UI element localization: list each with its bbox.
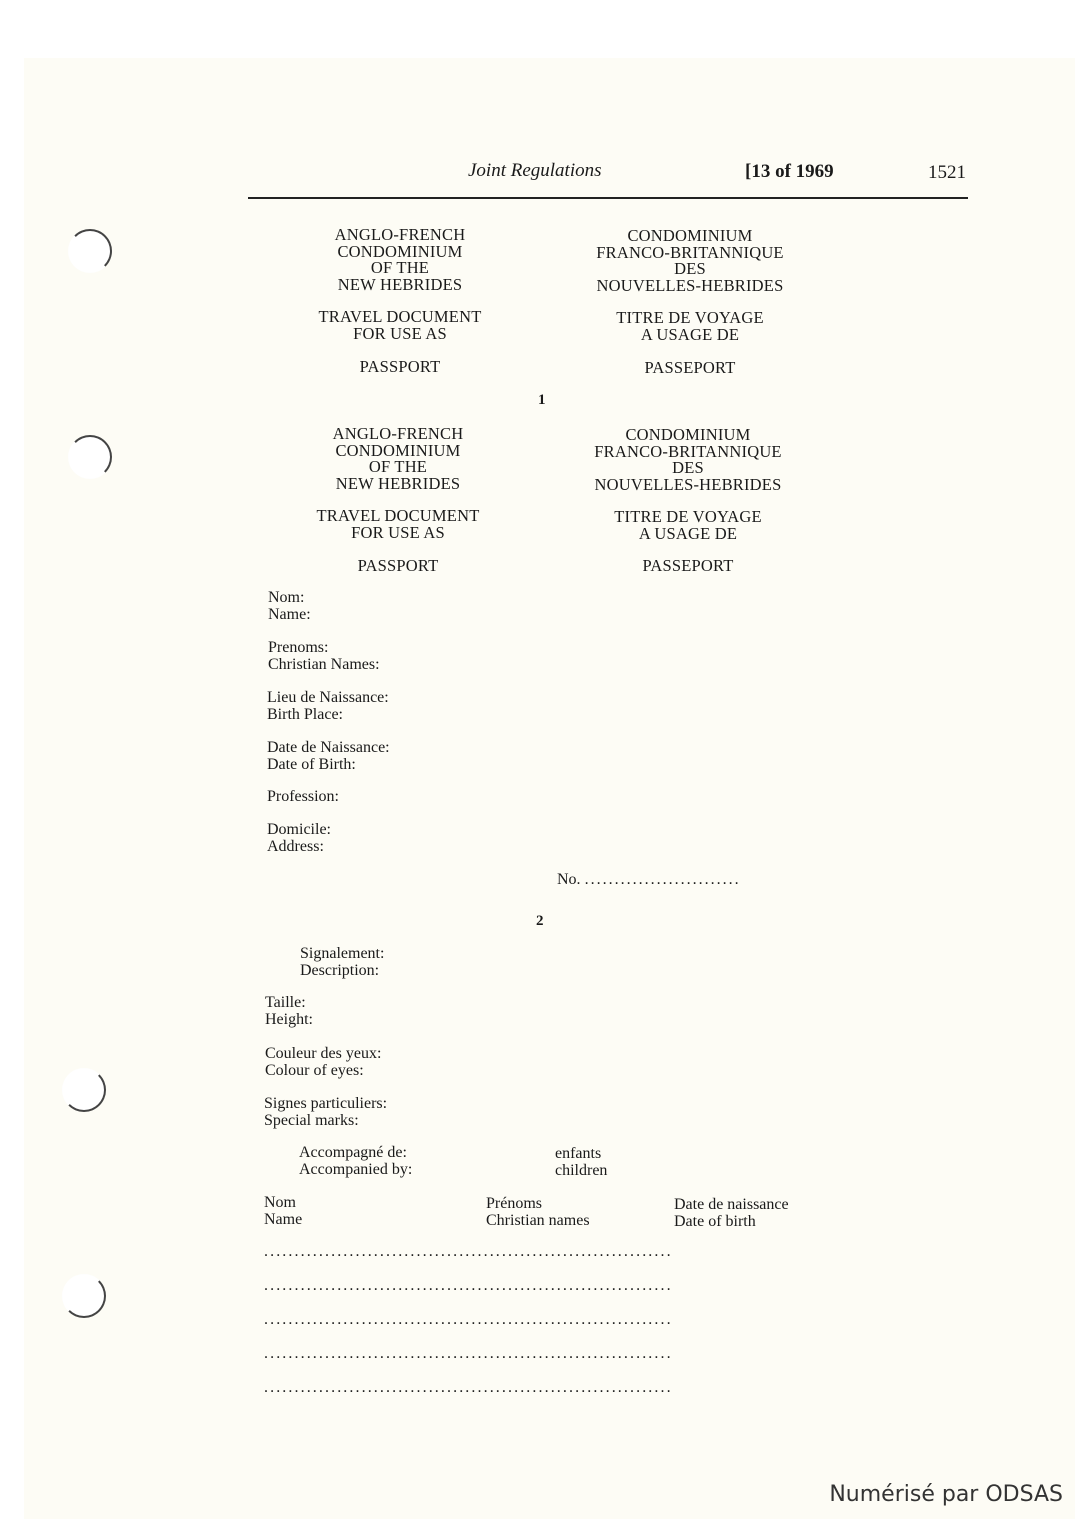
regulation-reference: [13 of 1969: [745, 161, 834, 182]
table-header-christian-names: Prénoms Christian names: [486, 1195, 590, 1229]
binder-hole-4: [62, 1274, 106, 1318]
paper-sheet: [24, 58, 1075, 1519]
digitized-by-footer: Numérisé par ODSAS: [829, 1482, 1063, 1507]
dotted-line: ...................................................................: [264, 1277, 673, 1294]
table-header-name: Nom Name: [264, 1194, 303, 1228]
english-doc-title-2: TRAVEL DOCUMENT FOR USE AS: [316, 506, 480, 542]
header-rule: [248, 197, 968, 199]
dotted-line: ...................................................................: [264, 1345, 673, 1362]
field-birth-place: Lieu de Naissance: Birth Place:: [267, 689, 389, 723]
dotted-line: ...................................................................: [264, 1311, 673, 1328]
french-heading-2: CONDOMINIUM FRANCO-BRITANNIQUE DES NOUVELLES-HEBRIDES: [594, 425, 782, 494]
english-heading-2: ANGLO-FRENCH CONDOMINIUM OF THE NEW HEBRIDES: [332, 424, 464, 493]
binder-hole-3: [62, 1068, 106, 1112]
dotted-line: ...................................................................: [264, 1243, 673, 1260]
field-name: Nom: Name:: [268, 589, 311, 623]
english-passport-2: PASSPORT: [357, 556, 439, 575]
field-date-of-birth: Date de Naissance: Date of Birth:: [267, 739, 390, 773]
field-special-marks: Signes particuliers: Special marks:: [264, 1095, 388, 1129]
french-heading-1: CONDOMINIUM FRANCO-BRITANNIQUE DES NOUVELLES-HEBRIDES: [596, 226, 784, 295]
french-doc-title-2: TITRE DE VOYAGE A USAGE DE: [614, 507, 762, 543]
page-number: 1521: [928, 162, 966, 183]
table-header-date-of-birth: Date de naissance Date of birth: [674, 1196, 789, 1230]
booklet-page-number-2: 2: [536, 913, 544, 929]
field-colour-of-eyes: Couleur des yeux: Colour of eyes:: [265, 1045, 382, 1079]
booklet-page-number-1: 1: [538, 392, 546, 408]
binder-hole-2: [68, 435, 112, 479]
field-height: Taille: Height:: [265, 994, 313, 1028]
field-address: Domicile: Address:: [267, 821, 331, 855]
dotted-line: ...................................................................: [264, 1379, 673, 1396]
french-passport-2: PASSEPORT: [642, 556, 734, 575]
english-doc-title-1: TRAVEL DOCUMENT FOR USE AS: [318, 307, 482, 343]
french-passport-1: PASSEPORT: [644, 358, 736, 377]
binder-hole-1: [68, 229, 112, 273]
english-passport-1: PASSPORT: [359, 357, 441, 376]
english-heading-1: ANGLO-FRENCH CONDOMINIUM OF THE NEW HEBRIDES: [334, 225, 466, 294]
serial-number-line: No. ..........................: [557, 871, 741, 888]
field-children: enfants children: [555, 1145, 608, 1179]
field-description: Signalement: Description:: [300, 945, 385, 979]
field-accompanied-by: Accompagné de: Accompanied by:: [299, 1144, 413, 1178]
field-christian-names: Prenoms: Christian Names:: [268, 639, 380, 673]
french-doc-title-1: TITRE DE VOYAGE A USAGE DE: [616, 308, 764, 344]
field-profession: Profession:: [267, 788, 339, 805]
running-title: Joint Regulations: [468, 160, 602, 181]
